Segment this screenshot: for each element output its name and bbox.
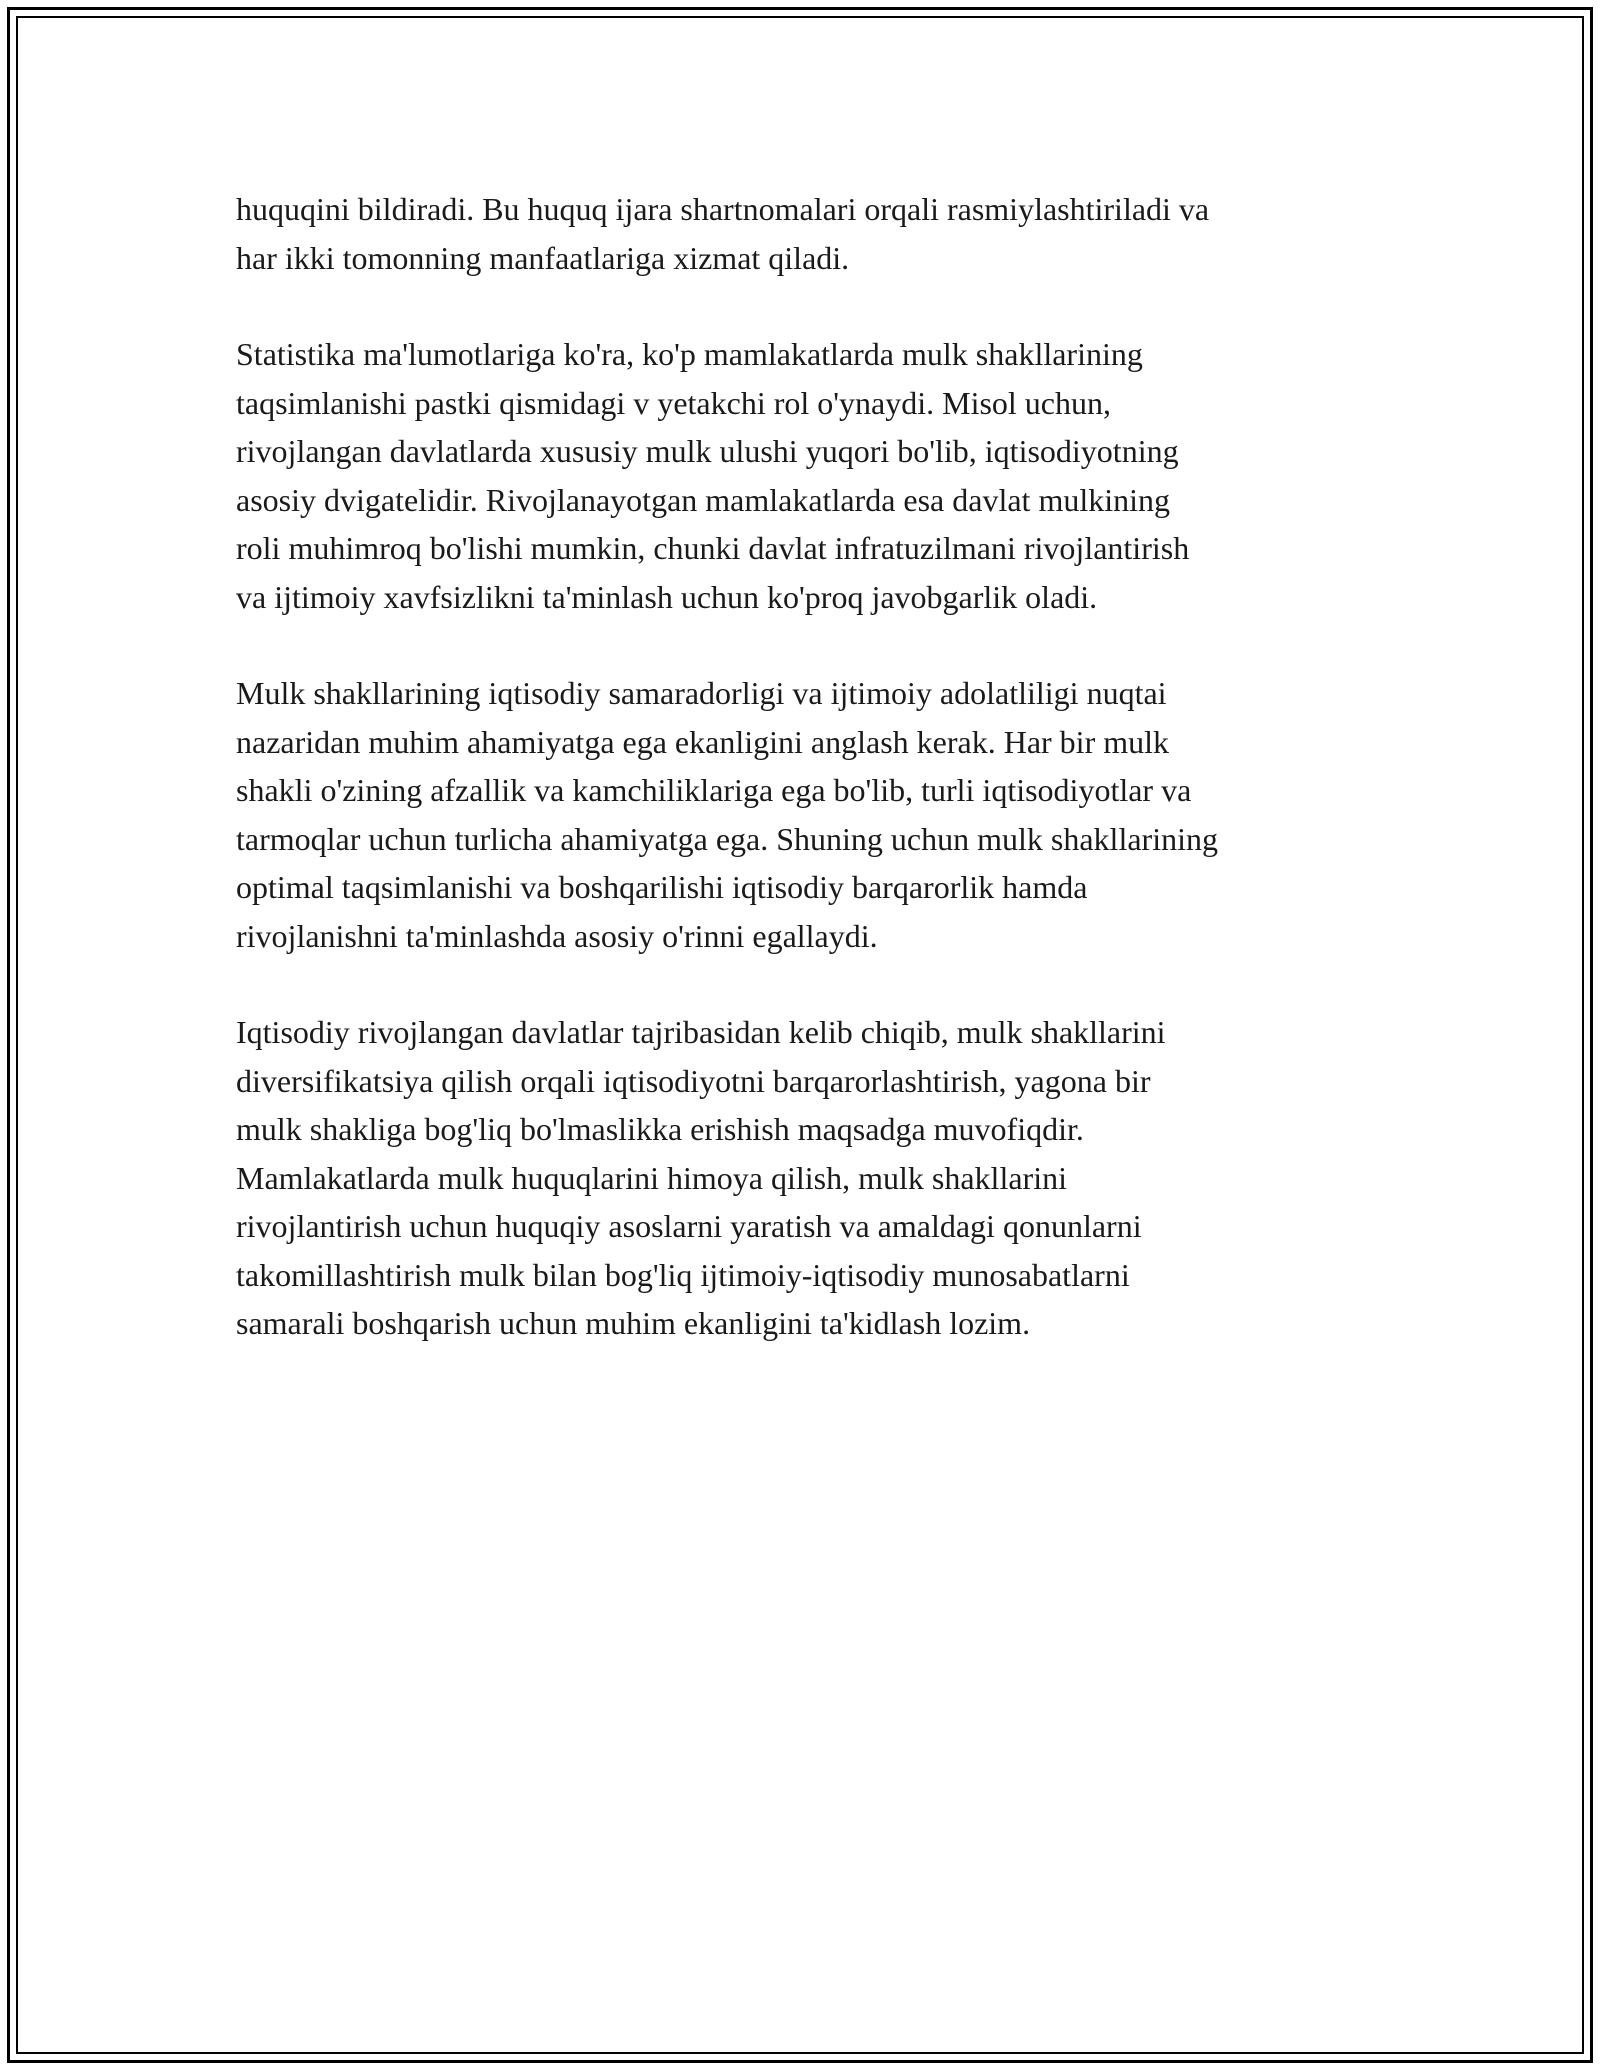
text-line: huquqini bildiradi. Bu huquq ijara shartnomalari orqali rasmiylashtiriladi va bbox=[236, 191, 1210, 227]
text-line: takomillashtirish mulk bilan bog'liq ijtimoiy-iqtisodiy munosabatlarni bbox=[236, 1256, 1130, 1293]
text-line: nazaridan muhim ahamiyatga ega ekanligini anglash kerak. Har bir mulk bbox=[236, 723, 1169, 760]
text-line: rivojlangan davlatlarda xususiy mulk ulushi yuqori bo'lib, iqtisodiyotning bbox=[236, 433, 1179, 469]
paragraph-1 bbox=[236, 185, 1386, 282]
paragraph-4 bbox=[236, 1008, 1386, 1348]
text-line: Iqtisodiy rivojlangan davlatlar tajribasidan kelib chiqib, mulk shakllarini bbox=[236, 1014, 1166, 1050]
text-line: asosiy dvigatelidir. Rivojlanayotgan mamlakatlarda esa davlat mulkining bbox=[236, 481, 1170, 518]
text-line: roli muhimroq bo'lishi mumkin, chunki davlat infratuzilmani rivojlantirish bbox=[236, 530, 1190, 566]
text-line: tarmoqlar uchun turlicha ahamiyatga ega. Shuning uchun mulk shakllarining bbox=[236, 820, 1218, 857]
text-line: samarali boshqarish uchun muhim ekanligini ta'kidlash lozim. bbox=[236, 1305, 1031, 1341]
paragraph-2 bbox=[236, 330, 1386, 621]
text-line: Mulk shakllarining iqtisodiy samaradorligi va ijtimoiy adolatliligi nuqtai bbox=[236, 675, 1167, 711]
text-line: Mamlakatlarda mulk huquqlarini himoya qilish, mulk shakllarini bbox=[236, 1159, 1067, 1196]
text-line: Statistika ma'lumotlariga ko'ra, ko'p mamlakatlarda mulk shakllarining bbox=[236, 336, 1143, 372]
text-line: taqsimlanishi pastki qismidagi v yetakchi rol o'ynaydi. Misol uchun, bbox=[236, 384, 1111, 421]
text-line: rivojlantirish uchun huquqiy asoslarni yaratish va amaldagi qonunlarni bbox=[236, 1208, 1142, 1244]
text-line: mulk shakliga bog'liq bo'lmaslikka erishish maqsadga muvofiqdir. bbox=[236, 1111, 1084, 1147]
paragraph-3 bbox=[236, 669, 1386, 960]
text-line: har ikki tomonning manfaatlariga xizmat qiladi. bbox=[236, 239, 850, 276]
text-line: shakli o'zining afzallik va kamchiliklariga ega bo'lib, turli iqtisodiyotlar va bbox=[236, 772, 1192, 808]
text-line: va ijtimoiy xavfsizlikni ta'minlash uchun ko'proq javobgarlik oladi. bbox=[236, 578, 1098, 615]
text-line: diversifikatsiya qilish orqali iqtisodiyotni barqarorlashtirish, yagona bir bbox=[236, 1062, 1151, 1099]
text-line: rivojlanishni ta'minlashda asosiy o'rinni egallaydi. bbox=[236, 917, 878, 954]
document-body bbox=[236, 185, 1386, 1396]
text-line: optimal taqsimlanishi va boshqarilishi iqtisodiy barqarorlik hamda bbox=[236, 869, 1088, 905]
